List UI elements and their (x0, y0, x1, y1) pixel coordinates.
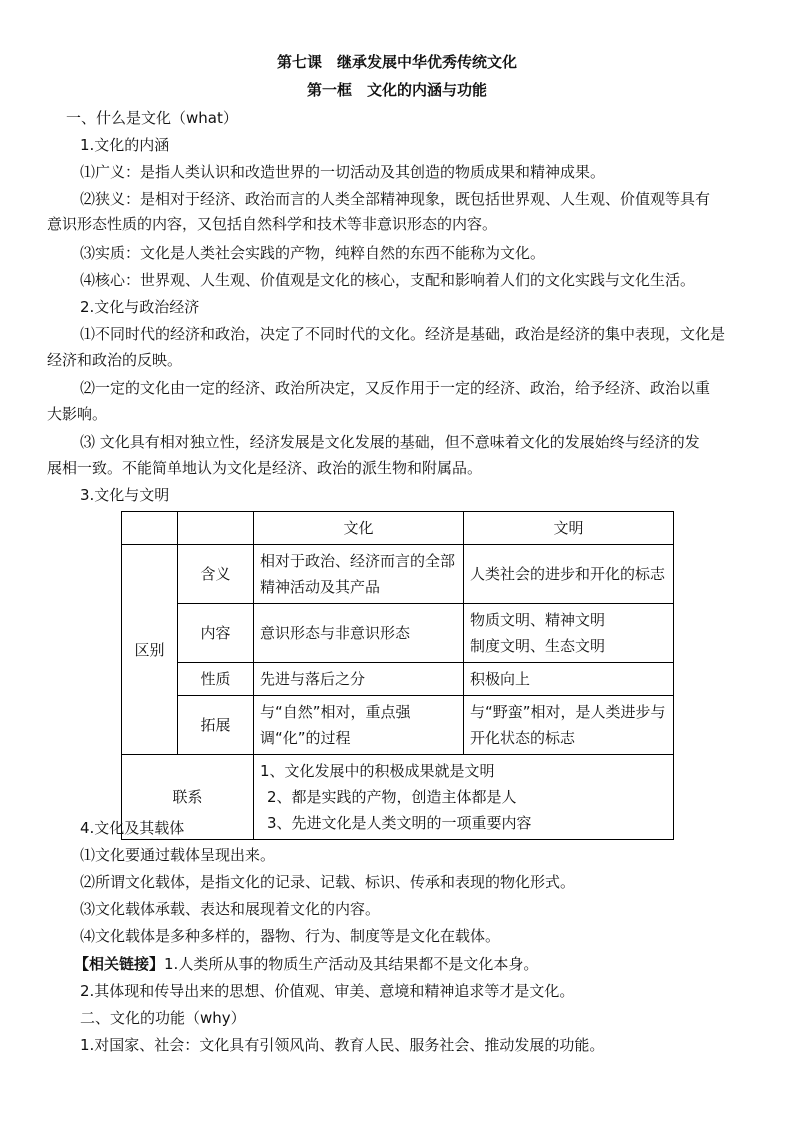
paragraph: ⑷文化载体是多种多样的，器物、行为、制度等是文化在载体。 (80, 927, 501, 945)
subheading-culture-civilization: 3.文化与文明 (80, 486, 170, 504)
cell-nature-culture: 先进与落后之分 (254, 663, 464, 696)
paragraph: ⑷核心：世界观、人生观、价值观是文化的核心，支配和影响着人们的文化实践与文化生活。 (80, 271, 696, 289)
group-difference: 区别 (122, 545, 178, 755)
group-link: 联系 (122, 755, 254, 840)
paragraph: 2.其体现和传导出来的思想、价值观、审美、意境和精神追求等才是文化。 (80, 982, 575, 1000)
table-cell-empty (122, 512, 178, 545)
paragraph: ⑵所谓文化载体，是指文化的记录、记载、标识、传承和表现的物化形式。 (80, 873, 576, 891)
table-row (122, 696, 674, 755)
cell-extend-culture: 与“自然”相对，重点强调“化”的过程 (254, 696, 464, 755)
comparison-table (121, 511, 674, 840)
table-row (122, 663, 674, 696)
paragraph-continued: 展相一致。不能简单地认为文化是经济、政治的派生物和附属品。 (47, 459, 483, 477)
table-row (122, 545, 674, 604)
section-title: 第一框 文化的内涵与功能 (306, 81, 487, 99)
paragraph: ⑶文化载体承载、表达和展现着文化的内容。 (80, 900, 381, 918)
lesson-title: 第七课 继承发展中华优秀传统文化 (276, 53, 517, 71)
cell-meaning-culture: 相对于政治、经济而言的全部精神活动及其产品 (254, 545, 464, 604)
paragraph: ⑴广义：是指人类认识和改造世界的一切活动及其创造的物质成果和精神成果。 (80, 163, 606, 181)
header-culture: 文化 (254, 512, 464, 545)
subheading-carrier: 4.文化及其载体 (80, 819, 185, 837)
cell-nature-civilization: 积极向上 (464, 663, 674, 696)
heading-what: 一、什么是文化（what） (66, 109, 238, 127)
related-text: 1.人类所从事的物质生产活动及其结果都不是文化本身。 (164, 955, 539, 973)
heading-why: 二、文化的功能（why） (80, 1009, 246, 1027)
paragraph: ⑵一定的文化由一定的经济、政治所决定，又反作用于一定的经济、政治，给予经济、政治以重 (80, 379, 711, 397)
row-label-content: 内容 (178, 604, 254, 663)
subheading-politics-economy: 2.文化与政治经济 (80, 298, 200, 316)
row-label-nature: 性质 (178, 663, 254, 696)
table-cell-empty (178, 512, 254, 545)
table-row (122, 755, 674, 840)
cell-link-items (254, 755, 674, 840)
subheading-connotation: 1.文化的内涵 (80, 136, 170, 154)
cell-line: 物质文明、精神文明 (470, 611, 606, 629)
paragraph-continued: 大影响。 (47, 405, 108, 423)
table-row (122, 604, 674, 663)
cell-content-culture: 意识形态与非意识形态 (254, 604, 464, 663)
table-header-row (122, 512, 674, 545)
paragraph: 1.对国家、社会：文化具有引领风尚、教育人民、服务社会、推动发展的功能。 (80, 1036, 605, 1054)
paragraph-continued: 意识形态性质的内容，又包括自然科学和技术等非意识形态的内容。 (47, 215, 498, 233)
cell-meaning-civilization: 人类社会的进步和开化的标志 (464, 545, 674, 604)
cell-extend-civilization: 与“野蛮”相对，是人类进步与开化状态的标志 (464, 696, 674, 755)
cell-line: 制度文明、生态文明 (470, 637, 606, 655)
paragraph: ⑶实质：文化是人类社会实践的产物，纯粹自然的东西不能称为文化。 (80, 244, 546, 262)
paragraph: ⑶ 文化具有相对独立性，经济发展是文化发展的基础，但不意味着文化的发展始终与经济的发 (80, 433, 700, 451)
related-link (74, 954, 538, 974)
cell-content-civilization (464, 604, 674, 663)
row-label-extend: 拓展 (178, 696, 254, 755)
link-item: 3、先进文化是人类文明的一项重要内容 (267, 814, 532, 832)
paragraph: ⑴不同时代的经济和政治，决定了不同时代的文化。经济是基础，政治是经济的集中表现，文化是 (80, 325, 726, 343)
link-item: 1、文化发展中的积极成果就是文明 (260, 762, 495, 780)
header-civilization: 文明 (464, 512, 674, 545)
paragraph-continued: 经济和政治的反映。 (47, 351, 183, 369)
row-label-meaning: 含义 (178, 545, 254, 604)
related-label: 【相关链接】 (74, 955, 165, 973)
link-item: 2、都是实践的产物，创造主体都是人 (267, 788, 517, 806)
paragraph: ⑴文化要通过载体呈现出来。 (80, 846, 276, 864)
paragraph: ⑵狭义：是相对于经济、政治而言的人类全部精神现象，既包括世界观、人生观、价值观等具有 (80, 190, 711, 208)
